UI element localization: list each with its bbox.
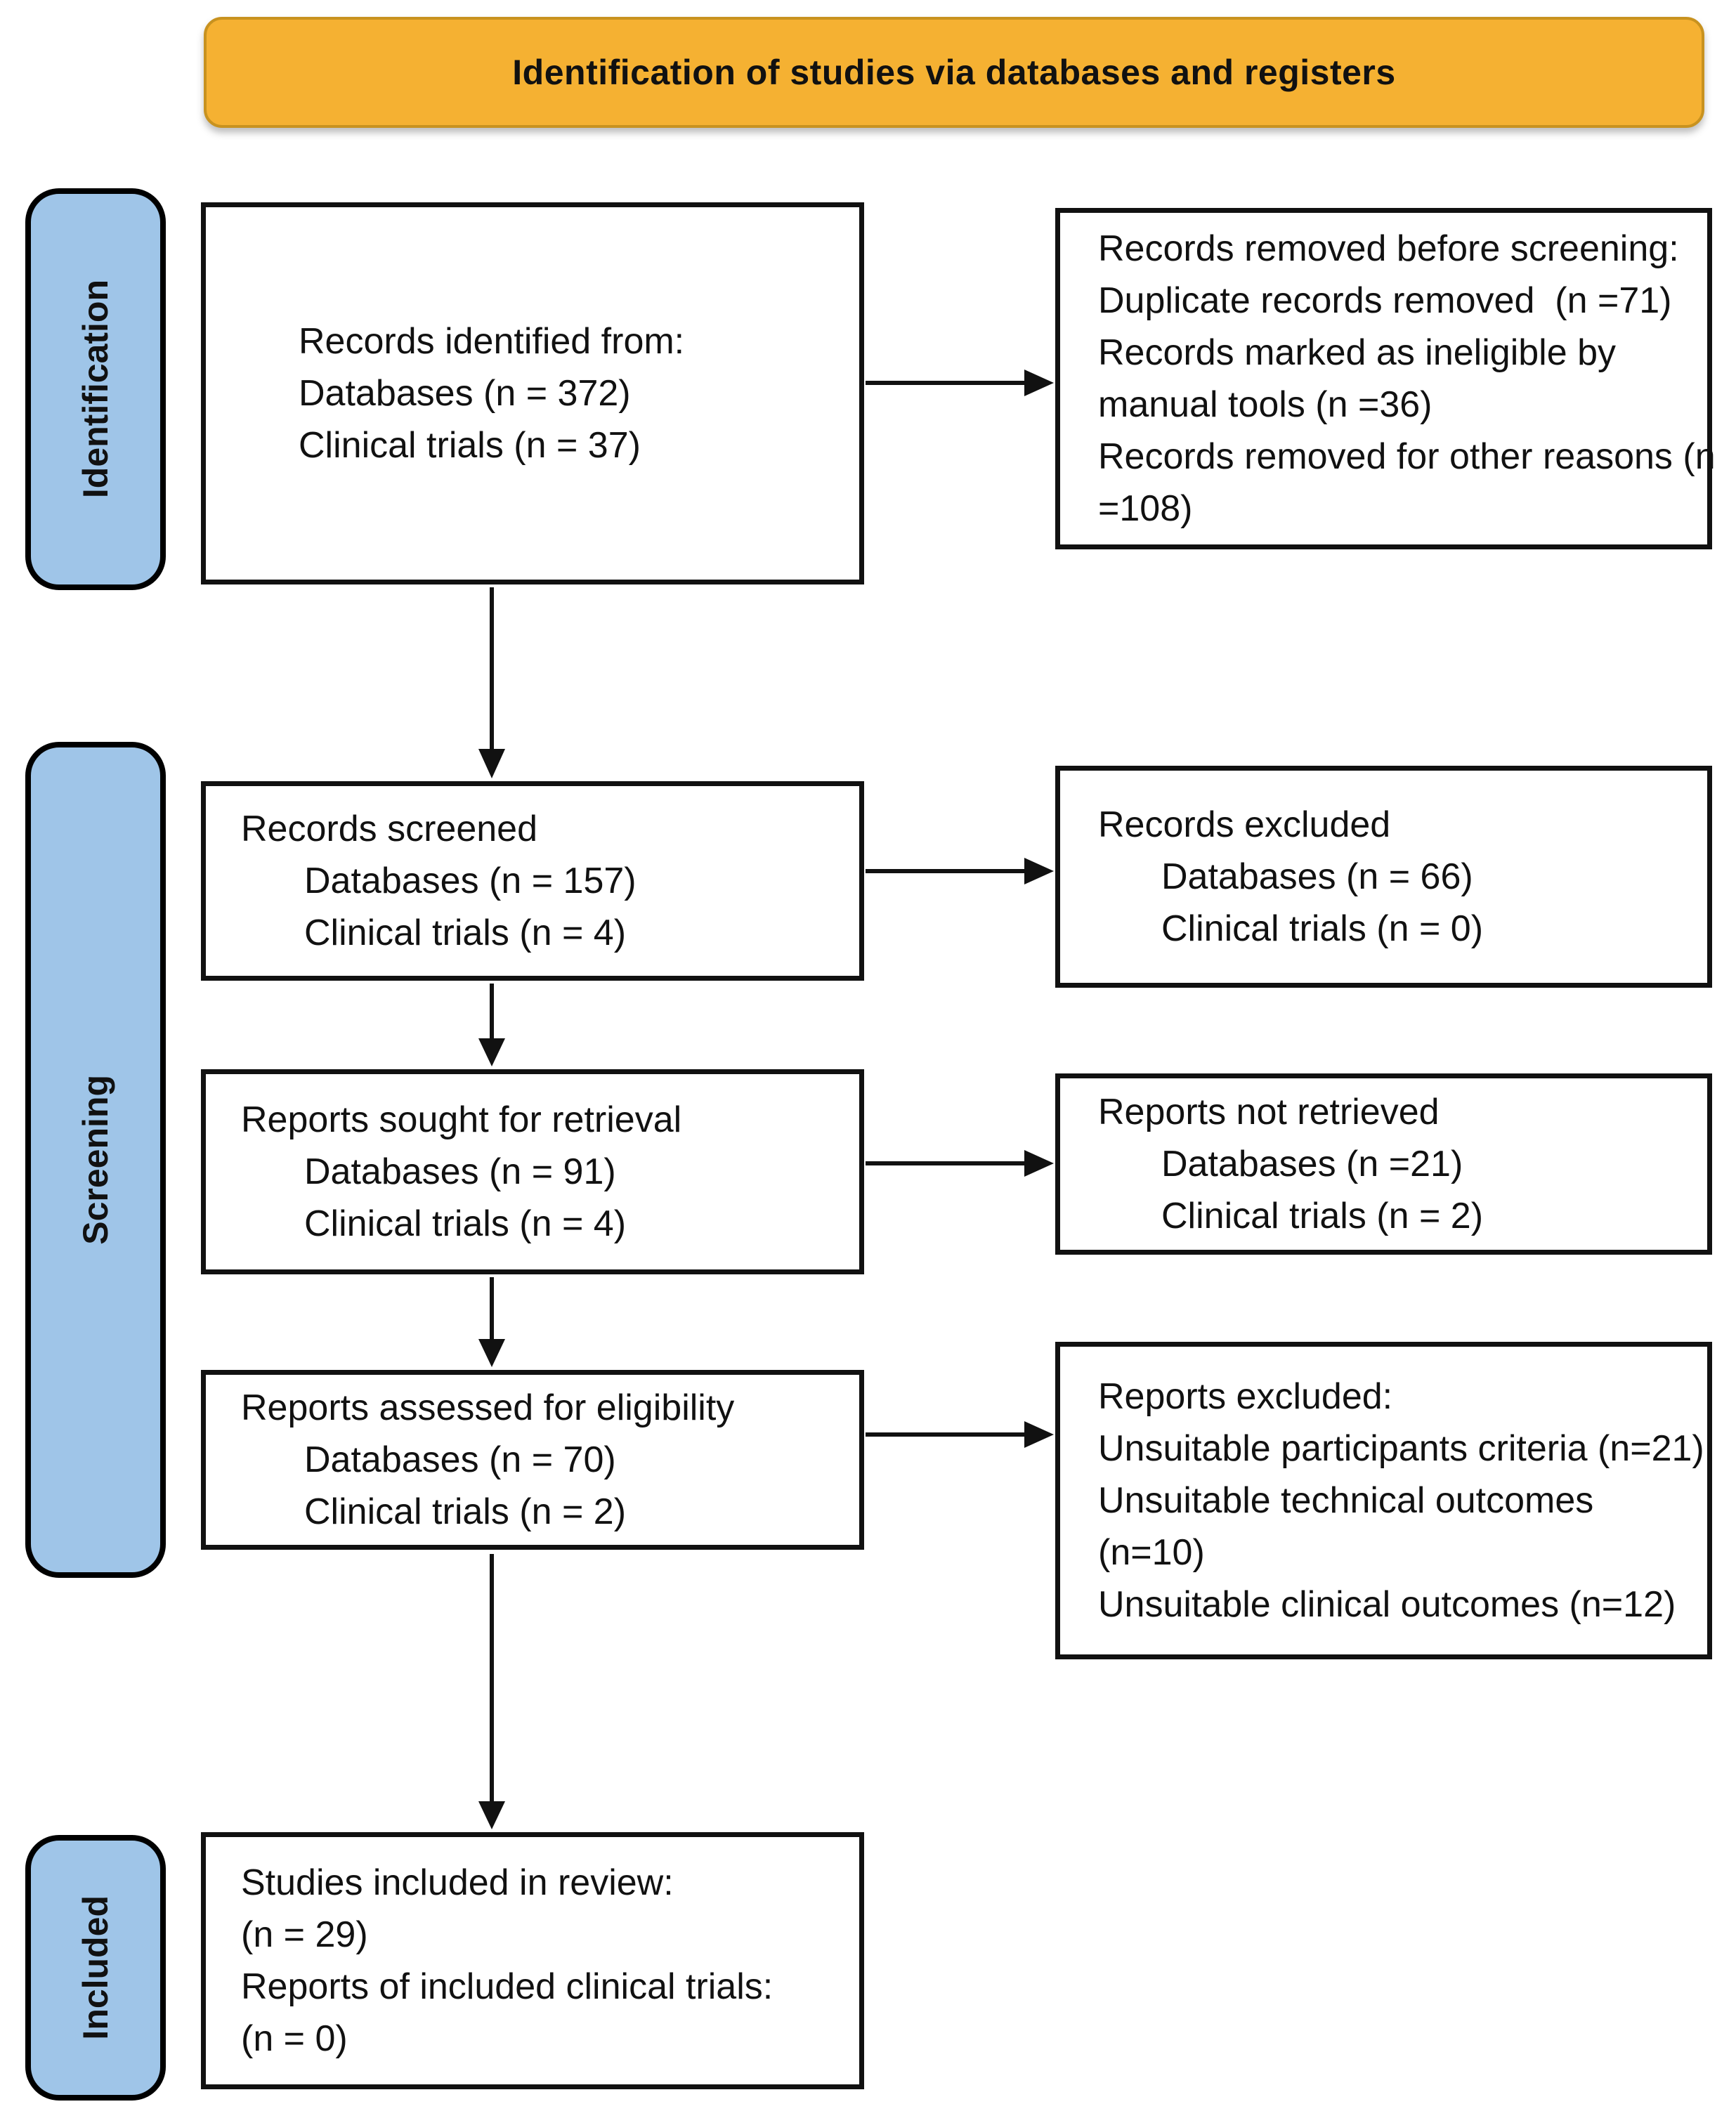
header-title: Identification of studies via databases and registers xyxy=(512,53,1396,92)
text-line: Records removed before screening: xyxy=(1098,228,1679,269)
stage-label-screening-text: Screening xyxy=(76,1075,115,1245)
text-line: Records marked as ineligible by xyxy=(1098,332,1617,373)
arrow-identified-to-removed xyxy=(866,370,1054,396)
box-records-removed-before-screening xyxy=(1055,208,1716,549)
arrow-screened-to-excluded xyxy=(866,858,1054,884)
text-line: (n = 0) xyxy=(241,2018,348,2059)
arrow-assessed-to-included xyxy=(478,1554,505,1829)
text-line: Databases (n =21) xyxy=(1161,1144,1463,1184)
text-line: Records identified from: xyxy=(299,321,685,362)
stage-label-identification xyxy=(25,188,166,590)
text-line: Databases (n = 372) xyxy=(299,373,631,414)
arrow-sought-to-assessed xyxy=(478,1277,505,1367)
text-line: Studies included in review: xyxy=(241,1862,674,1903)
text-line: Unsuitable participants criteria (n=21) xyxy=(1098,1428,1704,1469)
box-reports-sought-for-retrieval xyxy=(201,1069,864,1274)
text-line: Records excluded xyxy=(1098,804,1391,845)
text-line: (n = 29) xyxy=(241,1914,368,1955)
arrow-screened-to-sought xyxy=(478,984,505,1066)
text-line: manual tools (n =36) xyxy=(1098,384,1432,425)
text-line: Unsuitable technical outcomes xyxy=(1098,1480,1594,1521)
stage-label-included xyxy=(25,1835,166,2101)
text-line: Clinical trials (n = 37) xyxy=(299,425,641,466)
text-line: Clinical trials (n = 0) xyxy=(1161,908,1484,949)
text-line: =108) xyxy=(1098,488,1193,529)
box-records-screened xyxy=(201,781,864,981)
text-line: Databases (n = 66) xyxy=(1161,856,1473,897)
text-line: Reports assessed for eligibility xyxy=(241,1387,735,1428)
box-records-identified xyxy=(201,202,864,584)
text-line: Unsuitable clinical outcomes (n=12) xyxy=(1098,1584,1676,1625)
text-line: Records screened xyxy=(241,809,537,849)
text-line: Records removed for other reasons (n xyxy=(1098,436,1716,477)
box-studies-included-in-review xyxy=(201,1832,864,2089)
text-line: Duplicate records removed (n =71) xyxy=(1098,280,1672,321)
box-reports-assessed-for-eligibility xyxy=(201,1370,864,1550)
box-reports-not-retrieved xyxy=(1055,1073,1712,1255)
text-line: Reports of included clinical trials: xyxy=(241,1966,774,2007)
arrow-assessed-to-reports-excluded xyxy=(866,1421,1054,1448)
box-reports-excluded xyxy=(1055,1342,1712,1659)
text-line: Reports excluded: xyxy=(1098,1376,1393,1417)
arrow-sought-to-not-retrieved xyxy=(866,1150,1054,1177)
stage-label-identification-text: Identification xyxy=(76,280,115,499)
arrow-identified-to-screened xyxy=(478,587,505,778)
text-line: (n=10) xyxy=(1098,1532,1205,1573)
header-banner xyxy=(204,17,1704,128)
text-line: Databases (n = 157) xyxy=(304,861,637,901)
text-line: Reports sought for retrieval xyxy=(241,1099,682,1140)
text-line: Clinical trials (n = 2) xyxy=(1161,1196,1484,1236)
text-line: Databases (n = 70) xyxy=(304,1439,616,1480)
stage-label-screening xyxy=(25,742,166,1578)
stage-label-included-text: Included xyxy=(76,1895,115,2040)
text-line: Reports not retrieved xyxy=(1098,1092,1440,1132)
text-line: Clinical trials (n = 2) xyxy=(304,1491,627,1532)
box-records-excluded xyxy=(1055,766,1712,988)
text-line: Databases (n = 91) xyxy=(304,1151,616,1192)
text-line: Clinical trials (n = 4) xyxy=(304,1203,627,1244)
text-line: Clinical trials (n = 4) xyxy=(304,913,627,953)
